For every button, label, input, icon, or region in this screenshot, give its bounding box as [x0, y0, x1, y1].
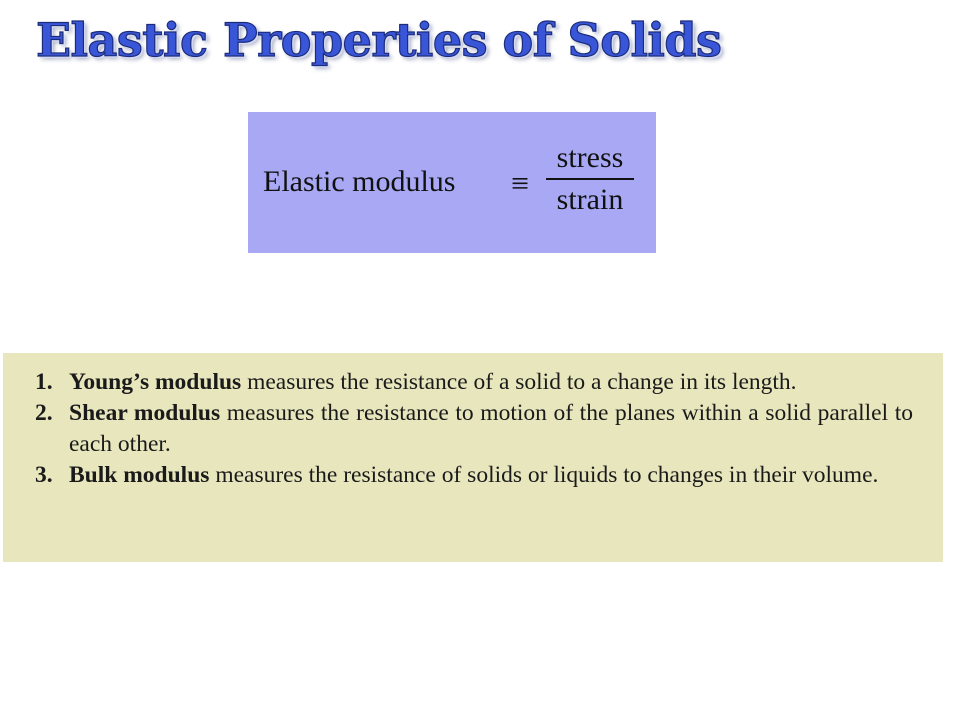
definition-text: measures the resistance of a solid to a change in its length.: [247, 369, 797, 395]
definition-term: Shear modulus: [69, 400, 221, 426]
formula-box: [248, 112, 656, 253]
definition-term: Young’s modulus: [69, 369, 242, 395]
equivalence-symbol: ≡: [511, 165, 530, 201]
definition-number: 3.: [35, 462, 53, 488]
definition-text: measures the resistance of solids or liquids to changes in their volume.: [215, 462, 879, 488]
definition-item: [35, 398, 913, 460]
definition-item: [35, 367, 913, 398]
definition-item: [35, 460, 913, 491]
definitions-list: [35, 367, 913, 491]
fraction: [542, 140, 638, 218]
definitions-box: [3, 353, 943, 562]
slide-title: Elastic Properties of Solids: [36, 13, 722, 67]
fraction-bar: [546, 178, 634, 180]
fraction-numerator: stress: [556, 141, 624, 174]
definition-term: Bulk modulus: [69, 462, 210, 488]
definition-number: 1.: [35, 369, 53, 395]
formula-lhs: Elastic modulus: [263, 165, 456, 198]
fraction-denominator: strain: [556, 183, 624, 216]
definition-number: 2.: [35, 400, 53, 426]
definition-text: measures the resistance to motion of the planes within a solid parallel to each other.: [69, 400, 914, 457]
